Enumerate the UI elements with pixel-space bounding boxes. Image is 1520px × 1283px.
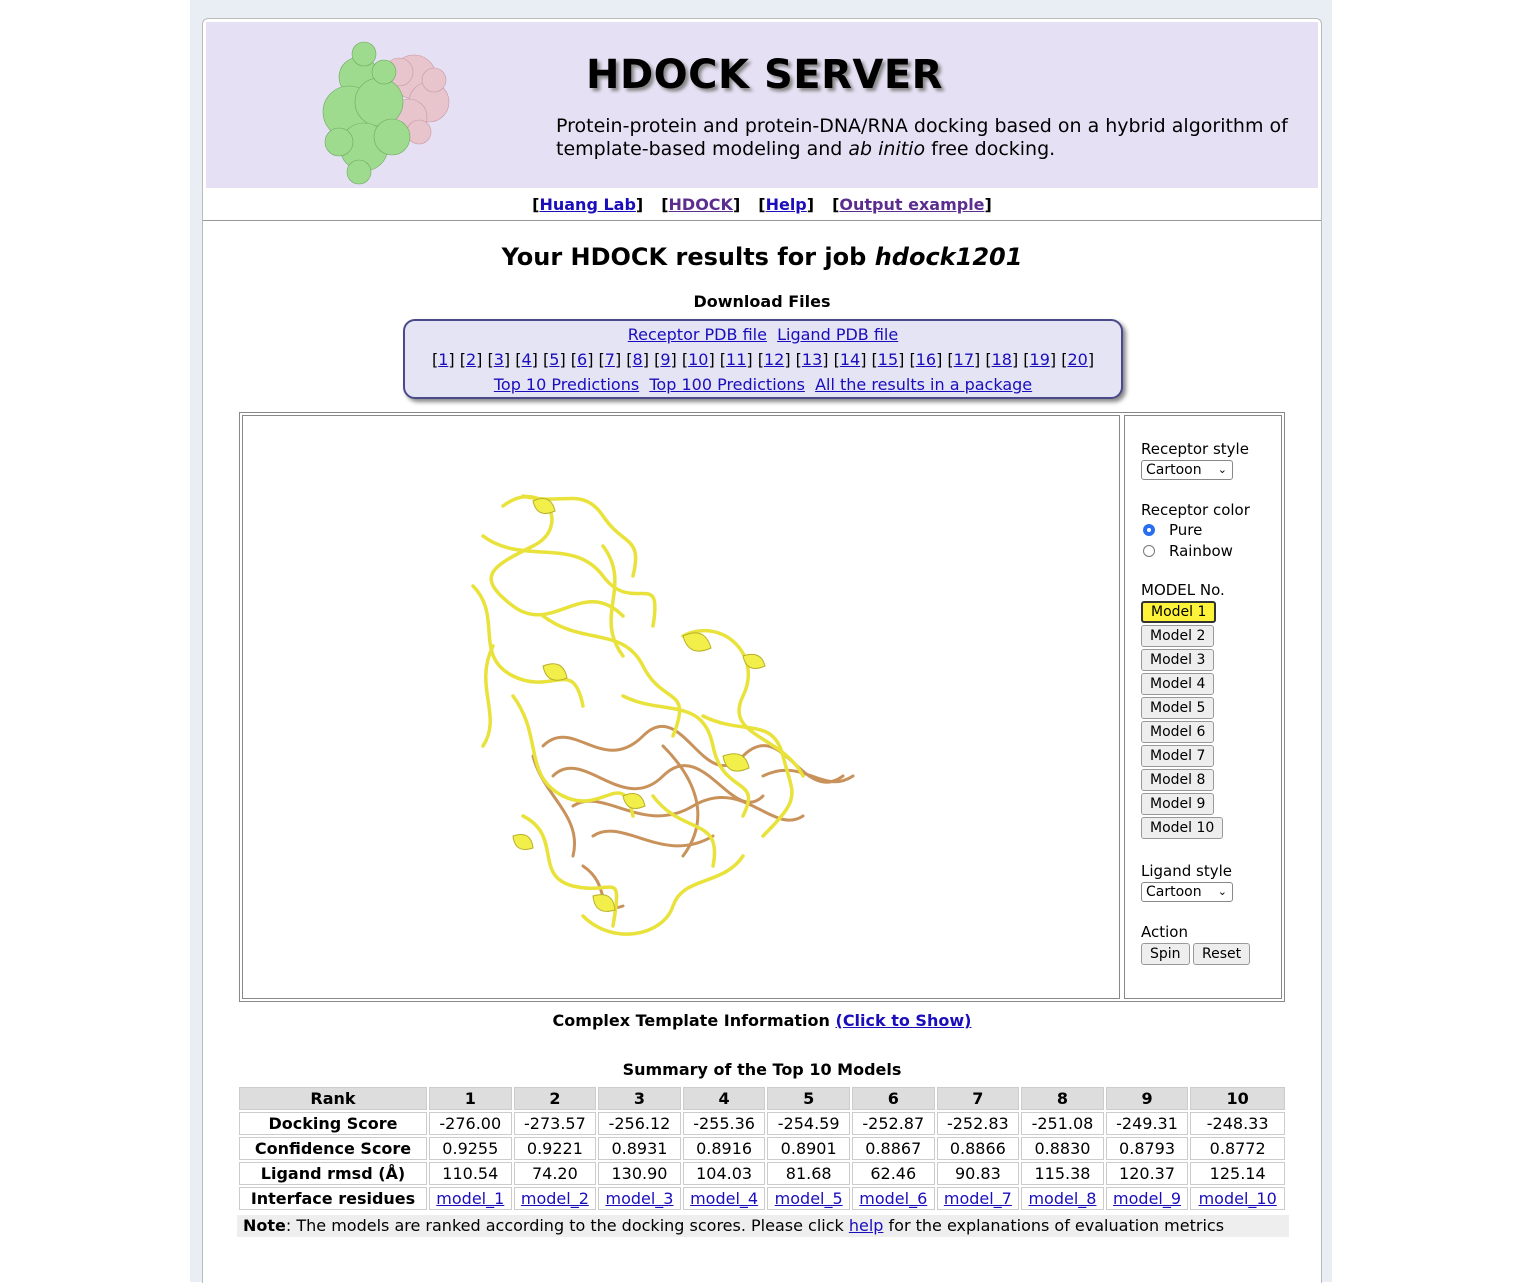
click-to-show-link[interactable]: (Click to Show) [835, 1011, 972, 1030]
table-cell: 130.90 [598, 1162, 681, 1185]
model-link-6[interactable]: 6 [577, 350, 588, 369]
model-link-17[interactable]: 17 [953, 350, 974, 369]
receptor-color-pure-radio[interactable] [1143, 524, 1155, 536]
model-button-4[interactable]: Model 4 [1141, 673, 1214, 695]
table-cell [852, 1187, 935, 1210]
table-cell: 0.8916 [683, 1137, 766, 1160]
site-subtitle: Protein-protein and protein-DNA/RNA docking based on a hybrid algorithm of template-based modeling and ab initio free docking. [556, 115, 1288, 160]
nav-huang-lab[interactable]: Huang Lab [539, 195, 636, 214]
interface-residues-label: Interface residues [239, 1187, 427, 1210]
interface-link-1[interactable]: model_1 [436, 1189, 505, 1208]
table-cell: 0.8867 [852, 1137, 935, 1160]
model-link-10[interactable]: 10 [688, 350, 709, 369]
table-cell: -254.59 [767, 1112, 850, 1135]
action-label: Action [1141, 923, 1188, 941]
table-cell: -276.00 [429, 1112, 512, 1135]
table-cell: 0.8830 [1021, 1137, 1104, 1160]
model-no-label: MODEL No. [1141, 581, 1225, 599]
model-link-2[interactable]: 2 [465, 350, 477, 369]
docking-score-label: Docking Score [239, 1112, 427, 1135]
interface-link-7[interactable]: model_7 [943, 1189, 1012, 1208]
complex-template-info: Complex Template Information (Click to Show) [552, 1011, 972, 1030]
table-cell: -255.36 [683, 1112, 766, 1135]
receptor-color-rainbow-radio[interactable] [1143, 545, 1155, 557]
top10-predictions-link[interactable]: Top 10 Predictions [493, 375, 640, 394]
ligand-style-select[interactable]: Cartoon ⌄ [1141, 882, 1233, 902]
interface-link-3[interactable]: model_3 [605, 1189, 674, 1208]
model-link-9[interactable]: 9 [660, 350, 671, 369]
table-cell [429, 1187, 512, 1210]
table-cell: 125.14 [1190, 1162, 1285, 1185]
model-button-8[interactable]: Model 8 [1141, 769, 1214, 791]
nav-hdock[interactable]: HDOCK [668, 195, 733, 214]
model-link-4[interactable]: 4 [521, 350, 532, 369]
summary-title: Summary of the Top 10 Models [622, 1060, 902, 1079]
viewer-controls [1124, 415, 1282, 999]
table-cell [683, 1187, 766, 1210]
top-nav: [Huang Lab] [HDOCK] [Help] [Output example] [532, 195, 992, 214]
ligand-pdb-link[interactable]: Ligand PDB file [777, 325, 899, 344]
reset-button[interactable]: Reset [1193, 943, 1250, 965]
rank-cell: 6 [852, 1087, 935, 1110]
nav-divider [203, 220, 1321, 221]
site-title: HDOCK SERVER [586, 52, 943, 98]
table-cell: -252.83 [937, 1112, 1020, 1135]
table-cell: 115.38 [1021, 1162, 1104, 1185]
model-link-16[interactable]: 16 [915, 350, 937, 369]
table-cell: 110.54 [429, 1162, 512, 1185]
chevron-down-icon: ⌄ [1217, 885, 1227, 898]
docked-complex-render [243, 416, 1119, 998]
model-link-18[interactable]: 18 [991, 350, 1012, 369]
model-button-2[interactable]: Model 2 [1141, 625, 1214, 647]
model-link-3[interactable]: 3 [493, 350, 504, 369]
model-link-1[interactable]: 1 [438, 350, 449, 369]
model-button-10[interactable]: Model 10 [1141, 817, 1223, 839]
table-cell: 74.20 [514, 1162, 597, 1185]
receptor-color-pure-label: Pure [1169, 521, 1203, 539]
receptor-pdb-link[interactable]: Receptor PDB file [627, 325, 767, 344]
rank-cell: 8 [1021, 1087, 1104, 1110]
table-cell: 0.9255 [429, 1137, 512, 1160]
table-row [239, 1187, 1285, 1210]
interface-link-8[interactable]: model_8 [1028, 1189, 1097, 1208]
nav-output-example[interactable]: Output example [839, 195, 985, 214]
table-row [239, 1112, 1285, 1135]
table-row [239, 1087, 1285, 1110]
rank-cell: 7 [937, 1087, 1020, 1110]
table-cell: 120.37 [1106, 1162, 1189, 1185]
viewer-panel [239, 412, 1285, 1002]
interface-link-2[interactable]: model_2 [520, 1189, 589, 1208]
table-cell: -249.31 [1106, 1112, 1189, 1135]
header-banner [206, 22, 1318, 188]
all-results-package-link[interactable]: All the results in a package [815, 375, 1033, 394]
table-cell [1021, 1187, 1104, 1210]
interface-link-6[interactable]: model_6 [859, 1189, 928, 1208]
help-link[interactable]: help [848, 1216, 884, 1235]
model-link-19[interactable]: 19 [1029, 350, 1050, 369]
table-cell: 104.03 [683, 1162, 766, 1185]
rank-cell: 5 [767, 1087, 850, 1110]
table-cell: 0.8866 [937, 1137, 1020, 1160]
table-cell: 81.68 [767, 1162, 850, 1185]
rank-cell: 9 [1106, 1087, 1189, 1110]
model-link-15[interactable]: 15 [877, 350, 899, 369]
model-button-6[interactable]: Model 6 [1141, 721, 1214, 743]
interface-link-10[interactable]: model_10 [1198, 1189, 1277, 1208]
model-link-20[interactable]: 20 [1067, 350, 1088, 369]
interface-link-5[interactable]: model_5 [774, 1189, 843, 1208]
table-cell: -248.33 [1190, 1112, 1285, 1135]
model-button-7[interactable]: Model 7 [1141, 745, 1214, 767]
model-button-5[interactable]: Model 5 [1141, 697, 1214, 719]
model-link-5[interactable]: 5 [549, 350, 560, 369]
model-download-links: [1] [2] [3] [4] [5] [6] [7] [8] [9] [10] [11] [12] [13] [14] [15] [16] [17] [18] [19] [20] [431, 350, 1095, 369]
table-cell: -256.12 [598, 1112, 681, 1135]
model-button-9[interactable]: Model 9 [1141, 793, 1214, 815]
rank-cell: 4 [683, 1087, 766, 1110]
table-row [239, 1162, 1285, 1185]
model-link-14[interactable]: 14 [839, 350, 861, 369]
table-cell: 0.8901 [767, 1137, 850, 1160]
summary-table [237, 1085, 1287, 1212]
rank-cell: 3 [598, 1087, 681, 1110]
molecule-viewer-canvas[interactable] [242, 415, 1120, 999]
model-link-7[interactable]: 7 [604, 350, 615, 369]
table-cell [1106, 1187, 1189, 1210]
table-cell: 0.8772 [1190, 1137, 1285, 1160]
table-cell: 0.8793 [1106, 1137, 1189, 1160]
rank-header: Rank [239, 1087, 427, 1110]
model-link-8[interactable]: 8 [632, 350, 643, 369]
table-cell: -252.87 [852, 1112, 935, 1135]
receptor-color-rainbow-label: Rainbow [1169, 542, 1233, 560]
table-cell [937, 1187, 1020, 1210]
rank-cell: 10 [1190, 1087, 1285, 1110]
protein-logo-image [304, 32, 474, 192]
model-link-12[interactable]: 12 [763, 350, 785, 369]
model-button-1[interactable]: Model 1 [1141, 601, 1216, 623]
nav-help[interactable]: Help [765, 195, 807, 214]
main-frame [202, 18, 1322, 1283]
table-cell [767, 1187, 850, 1210]
receptor-color-label: Receptor color [1141, 501, 1250, 519]
download-files-title: Download Files [693, 292, 831, 311]
table-cell: 0.8931 [598, 1137, 681, 1160]
table-cell: -273.57 [514, 1112, 597, 1135]
table-cell [514, 1187, 597, 1210]
spin-button[interactable]: Spin [1141, 943, 1190, 965]
download-box [403, 319, 1123, 399]
table-cell: 90.83 [937, 1162, 1020, 1185]
top100-predictions-link[interactable]: Top 100 Predictions [649, 375, 805, 394]
model-button-3[interactable]: Model 3 [1141, 649, 1214, 671]
table-cell [598, 1187, 681, 1210]
results-title: Your HDOCK results for job hdock1201 [501, 243, 1023, 271]
rank-cell: 1 [429, 1087, 512, 1110]
receptor-style-label: Receptor style [1141, 440, 1249, 458]
model-link-11[interactable]: 11 [726, 350, 747, 369]
receptor-style-select[interactable]: Cartoon ⌄ [1141, 460, 1233, 480]
note-text: Note: The models are ranked according to the docking scores. Please click help for the explanations of evaluation metrics [237, 1215, 1289, 1237]
interface-link-4[interactable]: model_4 [690, 1189, 759, 1208]
ligand-style-label: Ligand style [1141, 862, 1233, 880]
confidence-score-label: Confidence Score [239, 1137, 427, 1160]
interface-link-9[interactable]: model_9 [1113, 1189, 1182, 1208]
table-cell: 62.46 [852, 1162, 935, 1185]
ligand-rmsd-label: Ligand rmsd (Å) [239, 1162, 427, 1185]
table-cell: 0.9221 [514, 1137, 597, 1160]
model-link-13[interactable]: 13 [801, 350, 823, 369]
table-cell: -251.08 [1021, 1112, 1104, 1135]
table-cell [1190, 1187, 1285, 1210]
chevron-down-icon: ⌄ [1217, 463, 1227, 476]
rank-cell: 2 [514, 1087, 597, 1110]
table-row [239, 1137, 1285, 1160]
